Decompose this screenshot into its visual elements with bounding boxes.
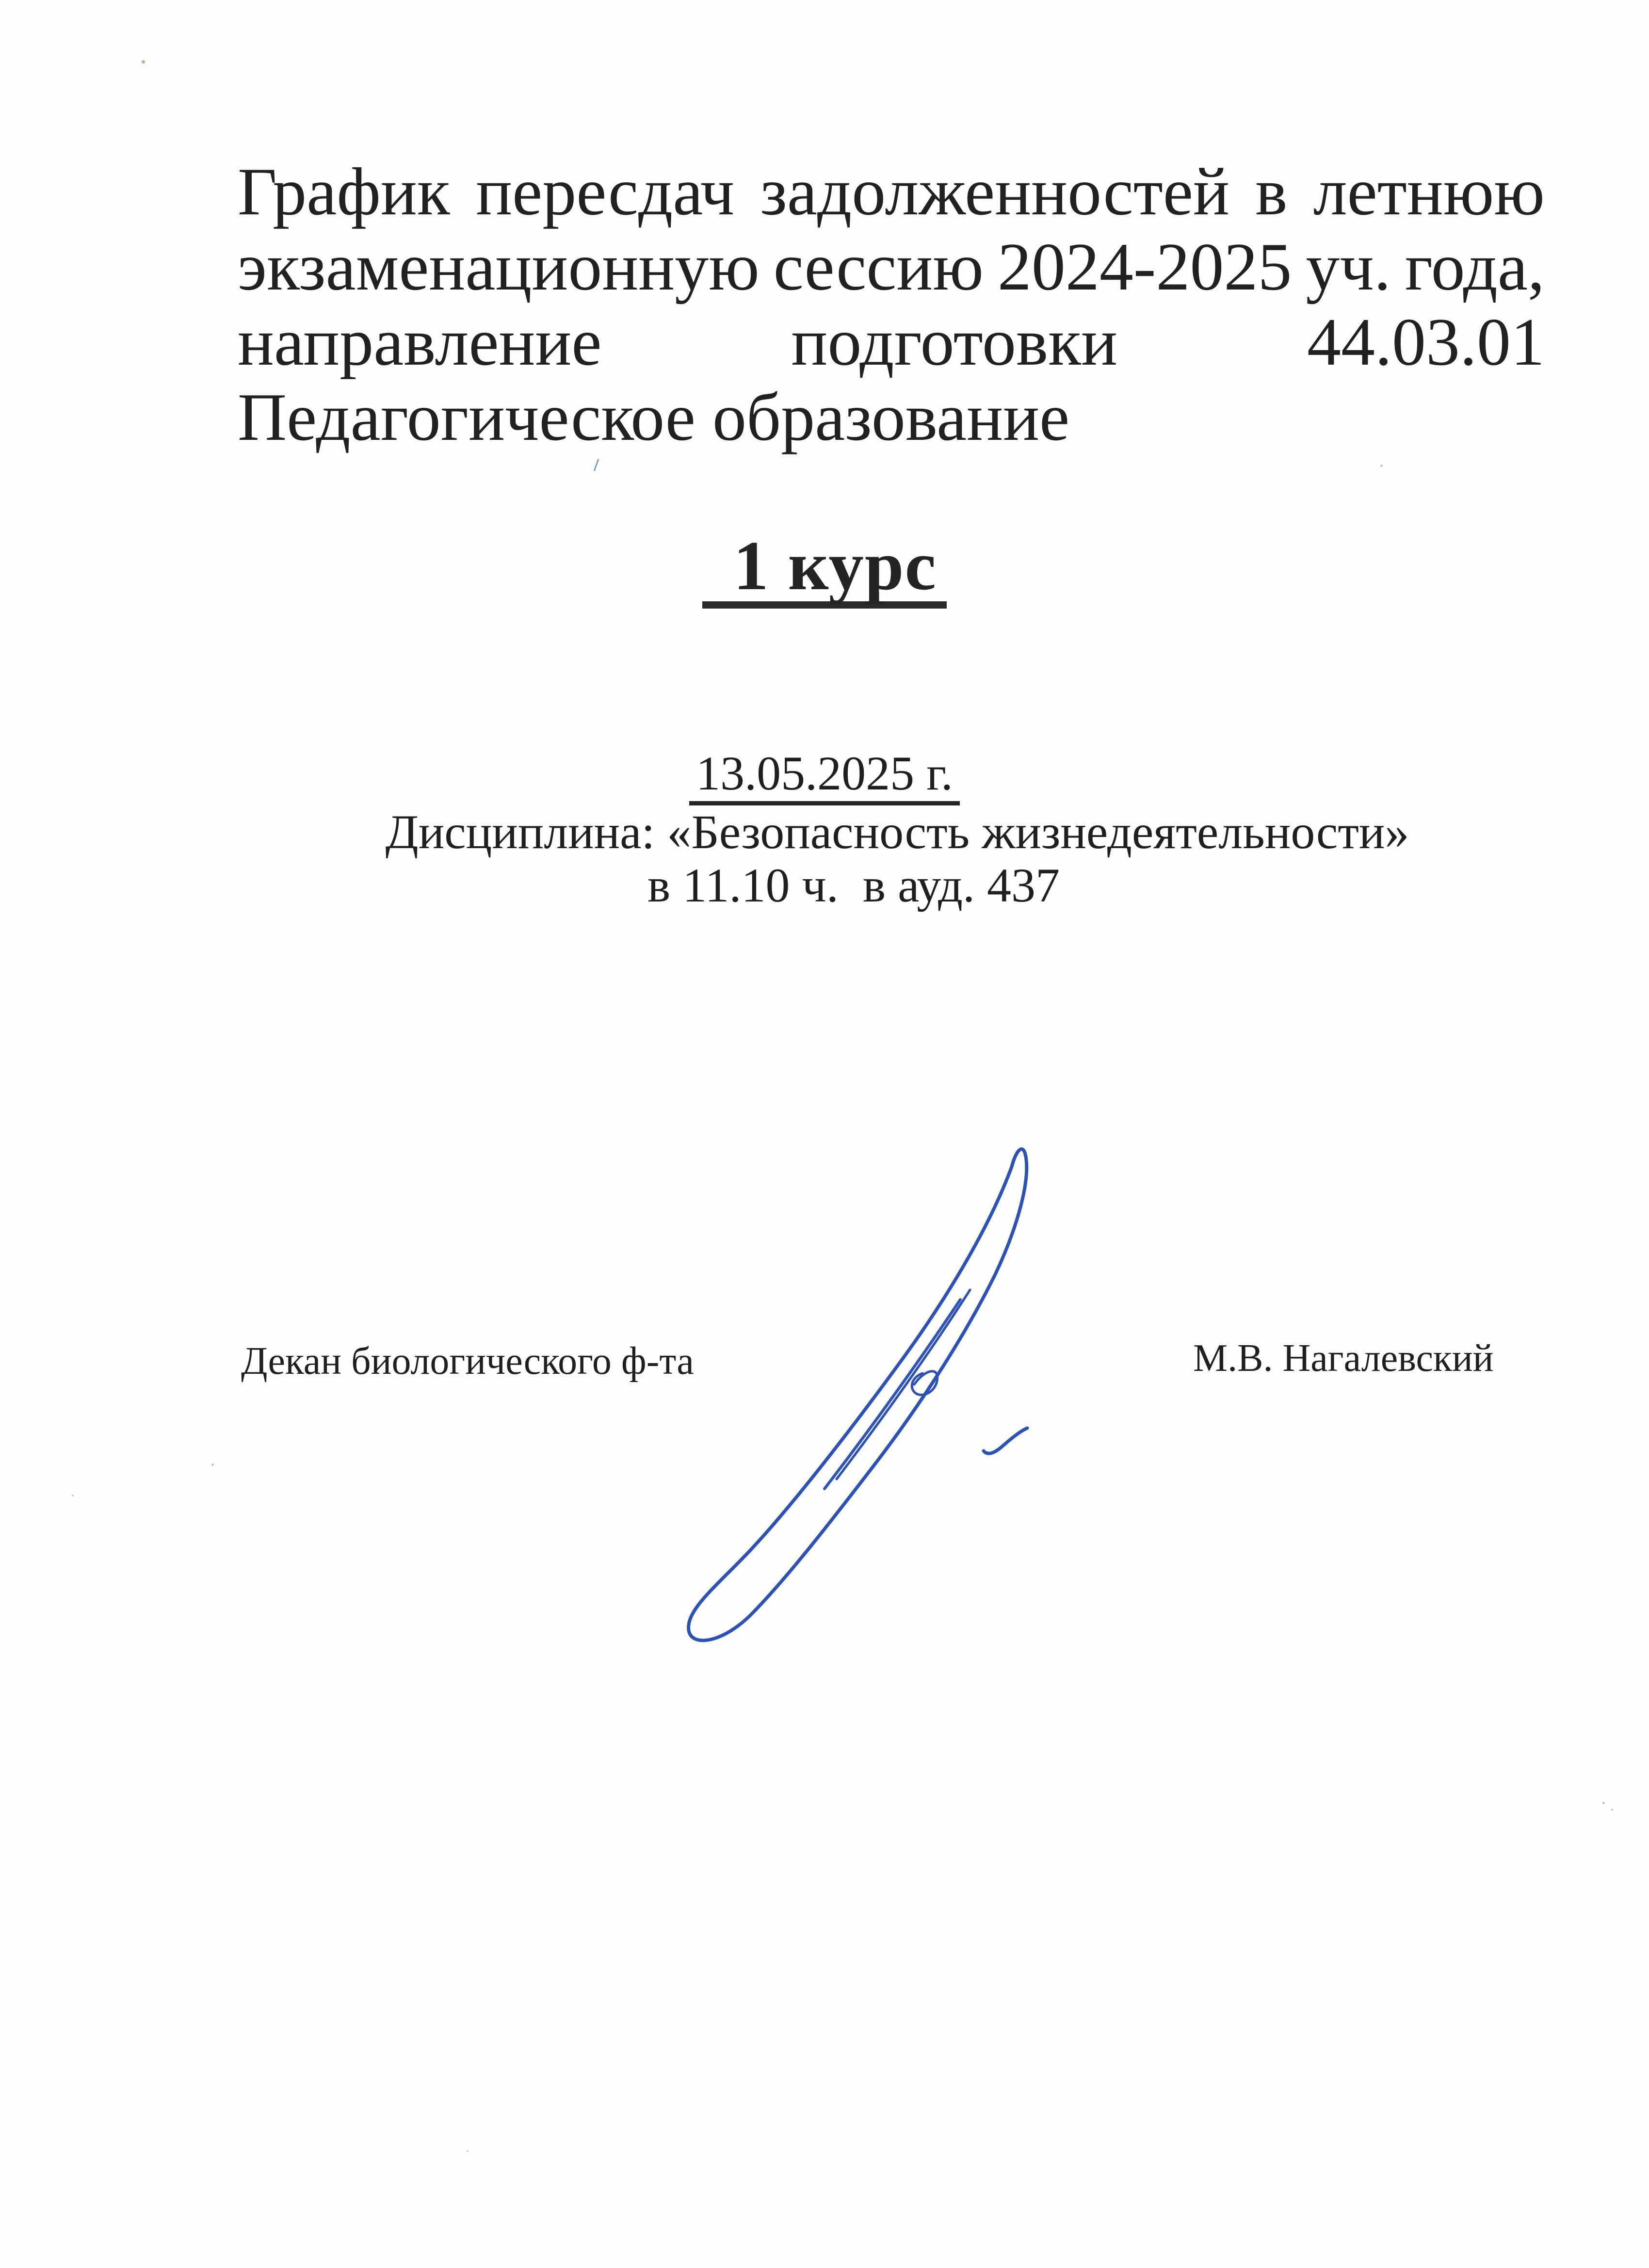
title-line-3: направление подготовки 44.03.01: [238, 305, 1545, 380]
scan-speck: [1602, 1802, 1604, 1804]
course-heading: 1 курс: [702, 531, 947, 609]
dean-name: М.В. Нагалевский: [1193, 1337, 1494, 1380]
document-title: [238, 154, 1545, 455]
course-heading-row: [0, 527, 1649, 609]
title-line-2: экзаменационную сессию 2024-2025 уч. года,: [238, 229, 1545, 305]
scan-speck: [72, 1495, 74, 1496]
handwritten-signature-ink: [669, 1130, 1077, 1654]
scan-speck: [467, 2150, 469, 2152]
session-time-room: в 11.10 ч. в ауд. 437: [647, 858, 1060, 912]
title-line-4: Педагогическое образование: [238, 380, 1070, 455]
session-date: 13.05.2025 г.: [689, 747, 960, 805]
scan-speck: [211, 1464, 214, 1466]
scan-speck: [1611, 1809, 1613, 1811]
scan-speck: [1380, 465, 1383, 467]
scan-speck: [142, 60, 145, 64]
session-block: [0, 747, 1649, 912]
session-date-line: [0, 747, 1649, 805]
session-discipline: Дисциплина: «Безопасность жизнедеятельности»: [385, 805, 1409, 859]
scan-ink-speck: [594, 459, 599, 471]
title-line-1: График пересдач задолженностей в летнюю: [238, 154, 1545, 229]
dean-title-label: Декан биологического ф-та: [241, 1340, 694, 1383]
